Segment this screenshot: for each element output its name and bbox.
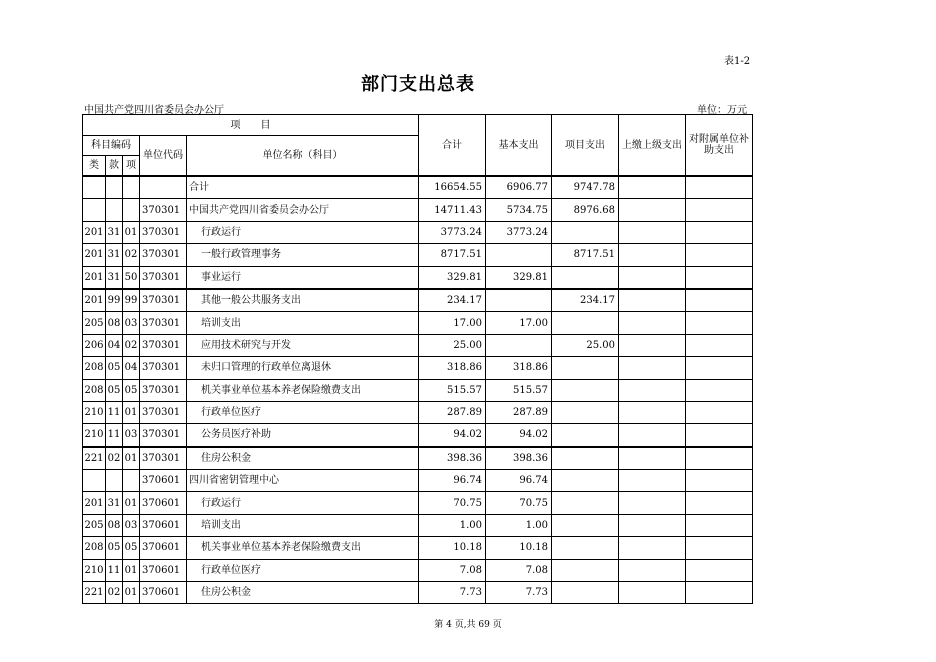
project-cell: 9747.78: [552, 176, 619, 199]
xiang-cell: 01: [123, 492, 140, 514]
subsidy-cell: [686, 312, 753, 334]
total-cell: 94.02: [419, 424, 486, 447]
xiang-cell: 01: [123, 582, 140, 604]
xiang-cell: [123, 176, 140, 199]
total-column-header: 合计: [419, 115, 486, 177]
project-group-header: 项 目: [83, 115, 419, 136]
lei-cell: 210: [83, 424, 106, 447]
lei-cell: 221: [83, 447, 106, 470]
basic-cell: 398.36: [486, 447, 552, 470]
lei-cell: [83, 176, 106, 199]
upper-cell: [619, 514, 686, 536]
total-cell: 10.18: [419, 537, 486, 559]
upper-cell: [619, 447, 686, 470]
subsidy-cell: [686, 244, 753, 266]
kuan-cell: [106, 176, 123, 199]
kuan-cell: 31: [106, 221, 123, 243]
subsidy-cell: [686, 221, 753, 243]
subsidy-cell: [686, 537, 753, 559]
table-body: [83, 176, 753, 604]
lei-cell: [83, 470, 106, 492]
table-row: [83, 357, 753, 379]
total-cell: 3773.24: [419, 221, 486, 243]
project-column-header: 项目支出: [552, 115, 619, 177]
basic-cell: 7.08: [486, 559, 552, 581]
unit-name-cell: 行政运行: [187, 492, 419, 514]
basic-cell: 96.74: [486, 470, 552, 492]
unit-code-cell: 370301: [140, 447, 187, 470]
subsidy-column-header: 对附属单位补助支出: [686, 115, 753, 177]
unit-name-cell: 一般行政管理事务: [187, 244, 419, 266]
upper-cell: [619, 492, 686, 514]
total-cell: 515.57: [419, 379, 486, 401]
unit-code-cell: [140, 176, 187, 199]
project-cell: 25.00: [552, 334, 619, 356]
basic-cell: 1.00: [486, 514, 552, 536]
xiang-cell: 04: [123, 357, 140, 379]
kuan-cell: 05: [106, 357, 123, 379]
table-row: [83, 334, 753, 356]
project-cell: [552, 424, 619, 447]
total-cell: 329.81: [419, 266, 486, 289]
basic-cell: 515.57: [486, 379, 552, 401]
basic-cell: 329.81: [486, 266, 552, 289]
project-cell: [552, 582, 619, 604]
upper-cell: [619, 582, 686, 604]
total-cell: 234.17: [419, 289, 486, 312]
lei-cell: 201: [83, 289, 106, 312]
unit-code-cell: 370301: [140, 424, 187, 447]
lei-cell: 201: [83, 244, 106, 266]
unit-name-cell: 事业运行: [187, 266, 419, 289]
kuan-cell: 31: [106, 492, 123, 514]
table-row: [83, 289, 753, 312]
basic-cell: 94.02: [486, 424, 552, 447]
unit-label: 单位：万元: [697, 105, 747, 116]
project-cell: 234.17: [552, 289, 619, 312]
table-row: [83, 582, 753, 604]
table-row: [83, 537, 753, 559]
total-cell: 14711.43: [419, 199, 486, 221]
table-row: [83, 379, 753, 401]
total-cell: 70.75: [419, 492, 486, 514]
xiang-cell: 01: [123, 447, 140, 470]
subject-code-header: 科目编码: [83, 136, 140, 156]
upper-cell: [619, 244, 686, 266]
xiang-cell: 05: [123, 379, 140, 401]
total-cell: 25.00: [419, 334, 486, 356]
form-number: 表1-2: [724, 56, 751, 67]
table-row: [83, 244, 753, 266]
project-cell: [552, 357, 619, 379]
unit-name-cell: 公务员医疗补助: [187, 424, 419, 447]
basic-cell: 318.86: [486, 357, 552, 379]
xiang-header: 项: [123, 156, 140, 177]
project-cell: 8976.68: [552, 199, 619, 221]
unit-name-cell: 合计: [187, 176, 419, 199]
project-cell: [552, 312, 619, 334]
subsidy-cell: [686, 424, 753, 447]
basic-cell: [486, 334, 552, 356]
kuan-cell: 05: [106, 537, 123, 559]
subsidy-cell: [686, 492, 753, 514]
unit-name-cell: 培训支出: [187, 312, 419, 334]
unit-code-cell: 370301: [140, 244, 187, 266]
kuan-cell: 04: [106, 334, 123, 356]
unit-name-cell: 机关事业单位基本养老保险缴费支出: [187, 379, 419, 401]
unit-name-cell: 行政单位医疗: [187, 401, 419, 423]
unit-code-cell: 370301: [140, 357, 187, 379]
upper-cell: [619, 401, 686, 423]
basic-cell: 5734.75: [486, 199, 552, 221]
kuan-cell: 08: [106, 312, 123, 334]
unit-name-cell: 培训支出: [187, 514, 419, 536]
subsidy-cell: [686, 470, 753, 492]
upper-cell: [619, 176, 686, 199]
kuan-cell: 02: [106, 447, 123, 470]
table-row: [83, 221, 753, 243]
xiang-cell: 01: [123, 401, 140, 423]
xiang-cell: [123, 199, 140, 221]
unit-code-cell: 370301: [140, 289, 187, 312]
basic-column-header: 基本支出: [486, 115, 552, 177]
unit-name-cell: 其他一般公共服务支出: [187, 289, 419, 312]
project-cell: [552, 559, 619, 581]
upper-column-header: 上缴上级支出: [619, 115, 686, 177]
basic-cell: 70.75: [486, 492, 552, 514]
basic-cell: 7.73: [486, 582, 552, 604]
project-cell: [552, 379, 619, 401]
organization-name: 中国共产党四川省委员会办公厅: [84, 105, 224, 116]
xiang-cell: 99: [123, 289, 140, 312]
upper-cell: [619, 199, 686, 221]
total-cell: 8717.51: [419, 244, 486, 266]
basic-cell: 287.89: [486, 401, 552, 423]
unit-name-cell: 行政运行: [187, 221, 419, 243]
unit-code-cell: 370601: [140, 559, 187, 581]
lei-cell: 205: [83, 312, 106, 334]
kuan-header: 款: [106, 156, 123, 177]
upper-cell: [619, 334, 686, 356]
subsidy-cell: [686, 559, 753, 581]
basic-cell: 6906.77: [486, 176, 552, 199]
project-cell: [552, 266, 619, 289]
unit-name-cell: 住房公积金: [187, 447, 419, 470]
upper-cell: [619, 424, 686, 447]
total-cell: 1.00: [419, 514, 486, 536]
page-footer: 第 4 页,共 69 页: [434, 620, 502, 630]
unit-code-cell: 370301: [140, 401, 187, 423]
lei-cell: 208: [83, 537, 106, 559]
kuan-cell: [106, 199, 123, 221]
project-cell: 8717.51: [552, 244, 619, 266]
table-row: [83, 424, 753, 447]
kuan-cell: 05: [106, 379, 123, 401]
table-row: [83, 199, 753, 221]
lei-cell: 210: [83, 401, 106, 423]
xiang-cell: 50: [123, 266, 140, 289]
kuan-cell: 99: [106, 289, 123, 312]
unit-code-cell: 370301: [140, 199, 187, 221]
upper-cell: [619, 357, 686, 379]
upper-cell: [619, 312, 686, 334]
kuan-cell: [106, 470, 123, 492]
subsidy-cell: [686, 176, 753, 199]
total-cell: 398.36: [419, 447, 486, 470]
page-title: 部门支出总表: [361, 74, 475, 95]
subsidy-cell: [686, 447, 753, 470]
lei-cell: [83, 199, 106, 221]
subsidy-cell: [686, 289, 753, 312]
upper-cell: [619, 470, 686, 492]
expenditure-table: [82, 114, 753, 604]
unit-code-cell: 370601: [140, 514, 187, 536]
kuan-cell: 31: [106, 244, 123, 266]
total-cell: 96.74: [419, 470, 486, 492]
upper-cell: [619, 559, 686, 581]
kuan-cell: 11: [106, 424, 123, 447]
kuan-cell: 31: [106, 266, 123, 289]
table-row: [83, 401, 753, 423]
xiang-cell: 03: [123, 424, 140, 447]
unit-code-cell: 370601: [140, 582, 187, 604]
unit-code-cell: 370601: [140, 492, 187, 514]
xiang-cell: 03: [123, 312, 140, 334]
total-cell: 7.08: [419, 559, 486, 581]
unit-code-cell: 370601: [140, 470, 187, 492]
lei-cell: 201: [83, 266, 106, 289]
project-cell: [552, 401, 619, 423]
lei-cell: 205: [83, 514, 106, 536]
xiang-cell: 02: [123, 334, 140, 356]
basic-cell: 17.00: [486, 312, 552, 334]
subsidy-cell: [686, 266, 753, 289]
unit-name-cell: 应用技术研究与开发: [187, 334, 419, 356]
unit-code-cell: 370301: [140, 312, 187, 334]
table-row: [83, 266, 753, 289]
subsidy-cell: [686, 357, 753, 379]
unit-code-cell: 370301: [140, 334, 187, 356]
xiang-cell: 05: [123, 537, 140, 559]
project-cell: [552, 492, 619, 514]
total-cell: 17.00: [419, 312, 486, 334]
kuan-cell: 02: [106, 582, 123, 604]
unit-name-header: 单位名称（科目）: [187, 136, 419, 177]
lei-cell: 208: [83, 379, 106, 401]
subsidy-cell: [686, 514, 753, 536]
table-row: [83, 559, 753, 581]
upper-cell: [619, 221, 686, 243]
total-cell: 318.86: [419, 357, 486, 379]
lei-cell: 221: [83, 582, 106, 604]
upper-cell: [619, 266, 686, 289]
subsidy-cell: [686, 379, 753, 401]
lei-cell: 210: [83, 559, 106, 581]
basic-cell: [486, 289, 552, 312]
project-cell: [552, 470, 619, 492]
basic-cell: 10.18: [486, 537, 552, 559]
unit-code-header: 单位代码: [140, 136, 187, 177]
xiang-cell: 03: [123, 514, 140, 536]
unit-name-cell: 四川省密钥管理中心: [187, 470, 419, 492]
table-row: [83, 312, 753, 334]
project-cell: [552, 447, 619, 470]
unit-code-cell: 370301: [140, 379, 187, 401]
subsidy-cell: [686, 582, 753, 604]
lei-header: 类: [83, 156, 106, 177]
unit-code-cell: 370301: [140, 266, 187, 289]
kuan-cell: 11: [106, 401, 123, 423]
unit-code-cell: 370301: [140, 221, 187, 243]
unit-code-cell: 370601: [140, 537, 187, 559]
subsidy-cell: [686, 199, 753, 221]
lei-cell: 208: [83, 357, 106, 379]
table-row: [83, 176, 753, 199]
subsidy-cell: [686, 334, 753, 356]
basic-cell: [486, 244, 552, 266]
unit-name-cell: 机关事业单位基本养老保险缴费支出: [187, 537, 419, 559]
table-row: [83, 447, 753, 470]
xiang-cell: 01: [123, 559, 140, 581]
xiang-cell: [123, 470, 140, 492]
unit-name-cell: 住房公积金: [187, 582, 419, 604]
project-cell: [552, 221, 619, 243]
lei-cell: 206: [83, 334, 106, 356]
unit-name-cell: 中国共产党四川省委员会办公厅: [187, 199, 419, 221]
total-cell: 16654.55: [419, 176, 486, 199]
upper-cell: [619, 537, 686, 559]
basic-cell: 3773.24: [486, 221, 552, 243]
total-cell: 7.73: [419, 582, 486, 604]
table-row: [83, 492, 753, 514]
kuan-cell: 08: [106, 514, 123, 536]
total-cell: 287.89: [419, 401, 486, 423]
project-cell: [552, 514, 619, 536]
kuan-cell: 11: [106, 559, 123, 581]
upper-cell: [619, 379, 686, 401]
unit-name-cell: 行政单位医疗: [187, 559, 419, 581]
lei-cell: 201: [83, 221, 106, 243]
subsidy-cell: [686, 401, 753, 423]
project-cell: [552, 537, 619, 559]
xiang-cell: 01: [123, 221, 140, 243]
unit-name-cell: 未归口管理的行政单位离退休: [187, 357, 419, 379]
table-row: [83, 470, 753, 492]
lei-cell: 201: [83, 492, 106, 514]
table-row: [83, 514, 753, 536]
xiang-cell: 02: [123, 244, 140, 266]
upper-cell: [619, 289, 686, 312]
